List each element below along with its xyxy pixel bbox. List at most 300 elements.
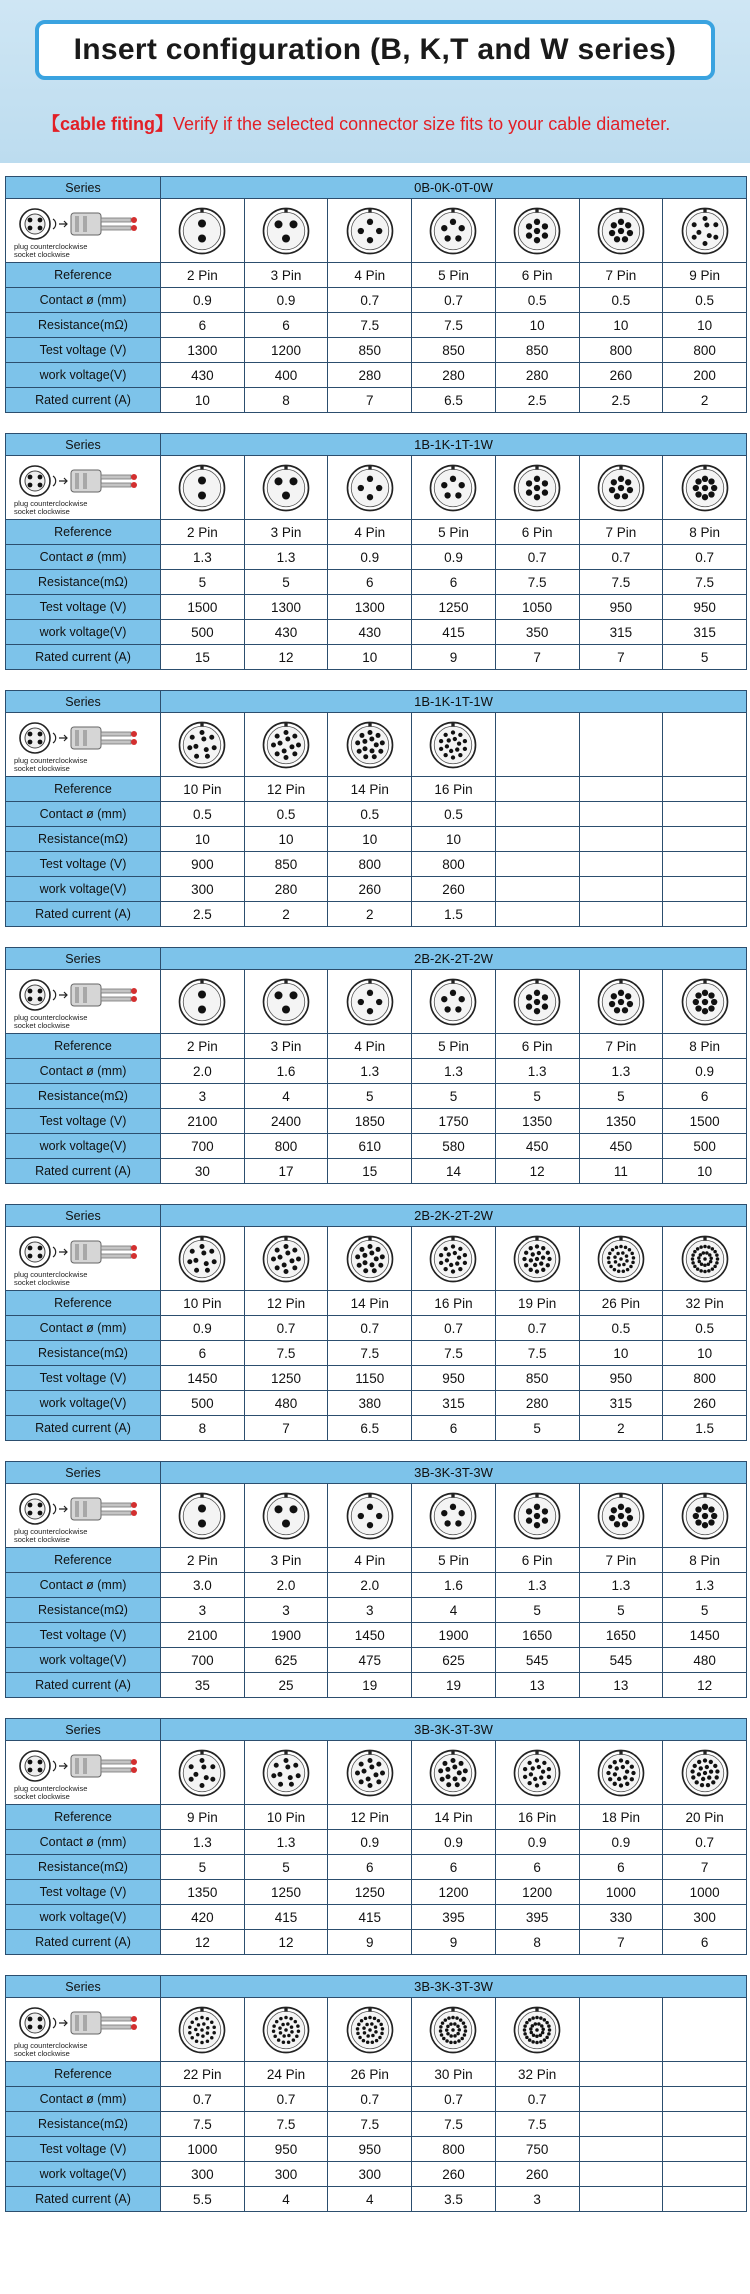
series-name: 3B-3K-3T-3W <box>161 1719 747 1741</box>
rotation-caption-socket: socket clockwise <box>14 763 70 773</box>
work-voltage-cell <box>579 877 663 902</box>
pin-layout-26-icon <box>596 1234 646 1284</box>
reference-cell: 14 Pin <box>412 1805 496 1830</box>
pin-layout-cell <box>663 970 747 1034</box>
work-voltage-cell: 300 <box>161 2162 245 2187</box>
resistance-cell: 3 <box>161 1598 245 1623</box>
test-voltage-cell: 1900 <box>244 1623 328 1648</box>
rated-current-cell: 17 <box>244 1159 328 1184</box>
plug-socket-rotation-icon <box>13 1490 153 1528</box>
test-voltage-cell: 850 <box>495 338 579 363</box>
rated-current-cell: 9 <box>412 645 496 670</box>
insert-configuration-tables <box>5 176 747 2212</box>
rated-current-label: Rated current (A) <box>6 1159 161 1184</box>
series-name: 0B-0K-0T-0W <box>161 177 747 199</box>
pin-layout-cell <box>412 1741 496 1805</box>
test-voltage-cell: 1500 <box>161 595 245 620</box>
pin-layout-cell <box>328 1484 412 1548</box>
resistance-cell: 6 <box>663 1084 747 1109</box>
test-voltage-cell: 850 <box>244 852 328 877</box>
test-voltage-cell: 1000 <box>579 1880 663 1905</box>
resistance-cell: 6 <box>495 1855 579 1880</box>
resistance-cell: 5 <box>495 1084 579 1109</box>
work-voltage-cell: 475 <box>328 1648 412 1673</box>
test-voltage-cell: 1200 <box>495 1880 579 1905</box>
test-voltage-cell: 1500 <box>663 1109 747 1134</box>
work-voltage-label: work voltage(V) <box>6 1391 161 1416</box>
contact-diameter-cell: 1.6 <box>412 1573 496 1598</box>
work-voltage-cell: 315 <box>579 620 663 645</box>
test-voltage-cell: 850 <box>495 1366 579 1391</box>
series-table <box>5 176 747 413</box>
test-voltage-cell: 1450 <box>663 1623 747 1648</box>
pin-layout-cell <box>244 713 328 777</box>
rated-current-cell: 3 <box>495 2187 579 2212</box>
pin-layout-cell <box>412 1484 496 1548</box>
rated-current-cell: 1.5 <box>412 902 496 927</box>
resistance-label: Resistance(mΩ) <box>6 1084 161 1109</box>
reference-cell <box>579 777 663 802</box>
pin-layout-cell <box>328 456 412 520</box>
contact-diameter-cell <box>663 2087 747 2112</box>
pin-layout-cell <box>663 1484 747 1548</box>
contact-diameter-cell: 0.9 <box>579 1830 663 1855</box>
rated-current-label: Rated current (A) <box>6 1930 161 1955</box>
pin-layout-8-icon <box>680 977 730 1027</box>
rated-current-label: Rated current (A) <box>6 388 161 413</box>
rated-current-cell: 8 <box>495 1930 579 1955</box>
test-voltage-cell: 950 <box>412 1366 496 1391</box>
work-voltage-cell: 350 <box>495 620 579 645</box>
test-voltage-label: Test voltage (V) <box>6 2137 161 2162</box>
resistance-label: Resistance(mΩ) <box>6 570 161 595</box>
pin-layout-cell <box>495 456 579 520</box>
test-voltage-cell: 2100 <box>161 1109 245 1134</box>
page-title: Insert configuration (B, K,T and W series) <box>35 20 715 80</box>
work-voltage-cell: 380 <box>328 1391 412 1416</box>
contact-diameter-cell <box>579 2087 663 2112</box>
pin-layout-10-icon <box>177 720 227 770</box>
contact-diameter-cell: 1.3 <box>495 1573 579 1598</box>
pin-layout-cell <box>579 970 663 1034</box>
rated-current-cell: 2 <box>328 902 412 927</box>
contact-label: Contact ø (mm) <box>6 1830 161 1855</box>
work-voltage-cell: 420 <box>161 1905 245 1930</box>
pin-layout-4-icon <box>345 1491 395 1541</box>
test-voltage-label: Test voltage (V) <box>6 1880 161 1905</box>
reference-cell: 19 Pin <box>495 1291 579 1316</box>
contact-diameter-cell: 2.0 <box>161 1059 245 1084</box>
rated-current-cell: 7 <box>328 388 412 413</box>
pin-layout-cell <box>161 1227 245 1291</box>
contact-diameter-cell: 0.9 <box>328 545 412 570</box>
work-voltage-cell: 260 <box>412 2162 496 2187</box>
resistance-label: Resistance(mΩ) <box>6 1598 161 1623</box>
rated-current-cell: 2.5 <box>495 388 579 413</box>
test-voltage-cell: 1650 <box>495 1623 579 1648</box>
test-voltage-cell: 950 <box>579 595 663 620</box>
pin-layout-cell <box>495 1998 579 2062</box>
work-voltage-cell: 280 <box>328 363 412 388</box>
contact-diameter-cell: 0.7 <box>663 545 747 570</box>
contact-diameter-cell: 0.7 <box>244 2087 328 2112</box>
pin-layout-cell <box>412 713 496 777</box>
rotation-caption-plug: plug counterclockwise <box>14 2040 88 2050</box>
reference-label: Reference <box>6 1291 161 1316</box>
resistance-cell: 6 <box>412 570 496 595</box>
work-voltage-cell: 400 <box>244 363 328 388</box>
resistance-cell: 3 <box>161 1084 245 1109</box>
work-voltage-label: work voltage(V) <box>6 1134 161 1159</box>
reference-cell: 20 Pin <box>663 1805 747 1830</box>
pin-layout-5-icon <box>428 1491 478 1541</box>
pin-layout-3-icon <box>261 977 311 1027</box>
work-voltage-cell <box>663 877 747 902</box>
test-voltage-cell: 1200 <box>412 1880 496 1905</box>
pin-layout-cell <box>328 1741 412 1805</box>
reference-cell: 6 Pin <box>495 1034 579 1059</box>
contact-diameter-cell: 0.9 <box>328 1830 412 1855</box>
resistance-cell: 7.5 <box>579 570 663 595</box>
resistance-cell: 7 <box>663 1855 747 1880</box>
resistance-cell <box>579 2112 663 2137</box>
connector-diagram-cell <box>6 1741 161 1805</box>
resistance-cell <box>663 827 747 852</box>
rated-current-cell: 19 <box>328 1673 412 1698</box>
reference-cell: 8 Pin <box>663 1548 747 1573</box>
test-voltage-cell <box>579 2137 663 2162</box>
reference-cell: 10 Pin <box>244 1805 328 1830</box>
contact-diameter-cell: 1.3 <box>244 545 328 570</box>
work-voltage-cell: 280 <box>495 1391 579 1416</box>
resistance-cell: 5 <box>579 1598 663 1623</box>
contact-diameter-cell: 2.0 <box>244 1573 328 1598</box>
pin-layout-16-icon <box>428 1234 478 1284</box>
rated-current-cell: 5.5 <box>161 2187 245 2212</box>
pin-layout-6-icon <box>512 206 562 256</box>
pin-layout-12-icon <box>261 1234 311 1284</box>
work-voltage-cell: 580 <box>412 1134 496 1159</box>
pin-layout-cell <box>579 456 663 520</box>
reference-cell: 7 Pin <box>579 520 663 545</box>
work-voltage-cell: 430 <box>328 620 412 645</box>
rated-current-cell <box>579 2187 663 2212</box>
pin-layout-32-icon <box>512 2005 562 2055</box>
work-voltage-cell: 300 <box>328 2162 412 2187</box>
work-voltage-cell: 480 <box>244 1391 328 1416</box>
reference-cell: 6 Pin <box>495 1548 579 1573</box>
pin-layout-cell <box>579 1998 663 2062</box>
test-voltage-cell: 1900 <box>412 1623 496 1648</box>
work-voltage-cell: 395 <box>412 1905 496 1930</box>
plug-socket-rotation-icon <box>13 1747 153 1785</box>
resistance-cell: 7.5 <box>495 2112 579 2137</box>
work-voltage-label: work voltage(V) <box>6 2162 161 2187</box>
pin-layout-10-icon <box>261 1748 311 1798</box>
resistance-cell <box>663 2112 747 2137</box>
rated-current-cell: 2 <box>244 902 328 927</box>
pin-layout-7-icon <box>596 206 646 256</box>
reference-cell <box>495 777 579 802</box>
resistance-cell: 4 <box>244 1084 328 1109</box>
plug-socket-rotation-icon <box>13 976 153 1014</box>
reference-cell: 5 Pin <box>412 263 496 288</box>
pin-layout-12-icon <box>261 720 311 770</box>
pin-layout-cell <box>161 1484 245 1548</box>
contact-diameter-cell: 1.3 <box>161 1830 245 1855</box>
test-voltage-cell: 800 <box>412 852 496 877</box>
rotation-caption-socket: socket clockwise <box>14 1277 70 1287</box>
series-table <box>5 1975 747 2212</box>
pin-layout-14-icon <box>345 720 395 770</box>
pin-layout-3-icon <box>261 1491 311 1541</box>
reference-cell: 9 Pin <box>663 263 747 288</box>
reference-cell: 7 Pin <box>579 1034 663 1059</box>
rated-current-cell: 25 <box>244 1673 328 1698</box>
pin-layout-2-icon <box>177 206 227 256</box>
test-voltage-cell: 1000 <box>663 1880 747 1905</box>
work-voltage-cell: 300 <box>663 1905 747 1930</box>
test-voltage-cell: 950 <box>244 2137 328 2162</box>
pin-layout-cell <box>663 1227 747 1291</box>
pin-layout-3-icon <box>261 206 311 256</box>
contact-diameter-cell: 0.7 <box>412 1316 496 1341</box>
work-voltage-cell: 415 <box>328 1905 412 1930</box>
pin-layout-7-icon <box>596 463 646 513</box>
rotation-caption-socket: socket clockwise <box>14 2048 70 2058</box>
rated-current-label: Rated current (A) <box>6 1673 161 1698</box>
work-voltage-cell: 625 <box>244 1648 328 1673</box>
contact-diameter-cell: 0.5 <box>579 1316 663 1341</box>
reference-cell: 4 Pin <box>328 1548 412 1573</box>
rated-current-cell: 7 <box>579 645 663 670</box>
pin-layout-30-icon <box>428 2005 478 2055</box>
connector-diagram-cell <box>6 456 161 520</box>
reference-cell: 22 Pin <box>161 2062 245 2087</box>
pin-layout-5-icon <box>428 977 478 1027</box>
resistance-cell: 7.5 <box>328 313 412 338</box>
test-voltage-cell: 1750 <box>412 1109 496 1134</box>
rated-current-cell: 30 <box>161 1159 245 1184</box>
rated-current-cell: 12 <box>495 1159 579 1184</box>
plug-socket-rotation-icon <box>13 719 153 757</box>
work-voltage-cell: 430 <box>161 363 245 388</box>
resistance-label: Resistance(mΩ) <box>6 1341 161 1366</box>
resistance-cell: 6 <box>579 1855 663 1880</box>
test-voltage-cell: 1300 <box>244 595 328 620</box>
resistance-cell: 7.5 <box>412 2112 496 2137</box>
series-table <box>5 1204 747 1441</box>
work-voltage-label: work voltage(V) <box>6 1648 161 1673</box>
work-voltage-cell: 480 <box>663 1648 747 1673</box>
contact-diameter-cell: 0.5 <box>328 802 412 827</box>
work-voltage-cell: 415 <box>412 620 496 645</box>
pin-layout-16-icon <box>428 720 478 770</box>
pin-layout-19-icon <box>512 1234 562 1284</box>
cable-fitting-text: Verify if the selected connector size fits to your cable diameter. <box>173 114 671 134</box>
contact-diameter-cell: 0.9 <box>412 545 496 570</box>
test-voltage-cell: 1300 <box>328 595 412 620</box>
contact-diameter-cell: 0.5 <box>663 1316 747 1341</box>
contact-diameter-cell: 2.0 <box>328 1573 412 1598</box>
test-voltage-cell: 1850 <box>328 1109 412 1134</box>
plug-socket-diagram <box>6 719 160 773</box>
pin-layout-cell <box>663 1741 747 1805</box>
contact-diameter-cell: 0.5 <box>412 802 496 827</box>
pin-layout-cell <box>328 199 412 263</box>
rotation-caption-plug: plug counterclockwise <box>14 1269 88 1279</box>
contact-diameter-cell: 0.9 <box>663 1059 747 1084</box>
pin-layout-cell <box>579 199 663 263</box>
test-voltage-cell: 950 <box>328 2137 412 2162</box>
resistance-cell: 5 <box>244 570 328 595</box>
pin-layout-12-icon <box>345 1748 395 1798</box>
work-voltage-cell: 395 <box>495 1905 579 1930</box>
contact-diameter-cell: 0.7 <box>663 1830 747 1855</box>
resistance-cell: 5 <box>663 1598 747 1623</box>
resistance-cell: 4 <box>412 1598 496 1623</box>
pin-layout-cell <box>412 456 496 520</box>
reference-cell: 30 Pin <box>412 2062 496 2087</box>
reference-label: Reference <box>6 1548 161 1573</box>
reference-cell: 3 Pin <box>244 263 328 288</box>
resistance-cell: 6 <box>412 1855 496 1880</box>
reference-cell: 8 Pin <box>663 1034 747 1059</box>
resistance-cell: 7.5 <box>412 1341 496 1366</box>
rated-current-cell: 10 <box>663 1159 747 1184</box>
contact-diameter-cell: 0.5 <box>579 288 663 313</box>
pin-layout-cell <box>244 199 328 263</box>
reference-cell <box>579 2062 663 2087</box>
rated-current-cell: 12 <box>161 1930 245 1955</box>
contact-diameter-cell: 3.0 <box>161 1573 245 1598</box>
pin-layout-cell <box>412 199 496 263</box>
reference-cell: 3 Pin <box>244 520 328 545</box>
rated-current-cell: 6.5 <box>328 1416 412 1441</box>
reference-cell: 12 Pin <box>244 777 328 802</box>
series-name: 2B-2K-2T-2W <box>161 1205 747 1227</box>
work-voltage-cell: 280 <box>495 363 579 388</box>
contact-diameter-cell: 0.7 <box>495 1316 579 1341</box>
resistance-cell: 7.5 <box>663 570 747 595</box>
resistance-cell: 5 <box>495 1598 579 1623</box>
reference-cell: 14 Pin <box>328 1291 412 1316</box>
work-voltage-cell: 315 <box>412 1391 496 1416</box>
reference-cell: 14 Pin <box>328 777 412 802</box>
rotation-caption-plug: plug counterclockwise <box>14 1012 88 1022</box>
reference-cell: 4 Pin <box>328 263 412 288</box>
test-voltage-cell: 1450 <box>328 1623 412 1648</box>
resistance-cell: 6 <box>161 1341 245 1366</box>
resistance-cell: 7.5 <box>495 1341 579 1366</box>
contact-diameter-cell: 0.9 <box>244 288 328 313</box>
test-voltage-cell: 2100 <box>161 1623 245 1648</box>
contact-diameter-cell: 0.7 <box>579 545 663 570</box>
resistance-cell: 7.5 <box>495 570 579 595</box>
reference-cell: 32 Pin <box>495 2062 579 2087</box>
series-name: 2B-2K-2T-2W <box>161 948 747 970</box>
series-table <box>5 1461 747 1698</box>
reference-cell: 10 Pin <box>161 1291 245 1316</box>
rated-current-cell: 12 <box>244 1930 328 1955</box>
pin-layout-cell <box>412 1227 496 1291</box>
contact-diameter-cell: 1.3 <box>244 1830 328 1855</box>
work-voltage-cell: 500 <box>161 1391 245 1416</box>
reference-cell: 18 Pin <box>579 1805 663 1830</box>
test-voltage-cell: 1150 <box>328 1366 412 1391</box>
pin-layout-cell <box>244 970 328 1034</box>
resistance-cell: 7.5 <box>244 2112 328 2137</box>
reference-cell <box>663 2062 747 2087</box>
rated-current-cell: 8 <box>161 1416 245 1441</box>
test-voltage-cell: 950 <box>663 595 747 620</box>
contact-diameter-cell: 1.3 <box>579 1059 663 1084</box>
work-voltage-cell: 700 <box>161 1648 245 1673</box>
series-label: Series <box>6 1205 161 1227</box>
contact-label: Contact ø (mm) <box>6 2087 161 2112</box>
rated-current-cell: 13 <box>579 1673 663 1698</box>
rated-current-cell: 15 <box>161 645 245 670</box>
resistance-cell: 5 <box>412 1084 496 1109</box>
rotation-caption-socket: socket clockwise <box>14 1791 70 1801</box>
pin-layout-cell <box>579 1484 663 1548</box>
connector-diagram-cell <box>6 1227 161 1291</box>
reference-cell: 7 Pin <box>579 263 663 288</box>
resistance-cell: 10 <box>579 313 663 338</box>
resistance-cell: 5 <box>161 570 245 595</box>
reference-cell: 2 Pin <box>161 1548 245 1573</box>
contact-diameter-cell: 0.7 <box>328 2087 412 2112</box>
resistance-cell: 6 <box>328 570 412 595</box>
reference-cell: 16 Pin <box>495 1805 579 1830</box>
series-table <box>5 433 747 670</box>
rotation-caption-socket: socket clockwise <box>14 506 70 516</box>
test-voltage-cell: 800 <box>663 338 747 363</box>
plug-socket-diagram <box>6 1490 160 1544</box>
test-voltage-cell: 1250 <box>412 595 496 620</box>
pin-layout-4-icon <box>345 206 395 256</box>
rated-current-cell: 14 <box>412 1159 496 1184</box>
pin-layout-cell <box>663 199 747 263</box>
work-voltage-cell: 200 <box>663 363 747 388</box>
rotation-caption-plug: plug counterclockwise <box>14 498 88 508</box>
rated-current-cell: 2 <box>579 1416 663 1441</box>
pin-layout-cell <box>244 1998 328 2062</box>
test-voltage-cell: 2400 <box>244 1109 328 1134</box>
plug-socket-rotation-icon <box>13 1233 153 1271</box>
work-voltage-cell: 430 <box>244 620 328 645</box>
pin-layout-cell <box>244 1484 328 1548</box>
rated-current-cell: 2.5 <box>579 388 663 413</box>
work-voltage-cell: 610 <box>328 1134 412 1159</box>
pin-layout-26-icon <box>345 2005 395 2055</box>
test-voltage-label: Test voltage (V) <box>6 1623 161 1648</box>
pin-layout-14-icon <box>428 1748 478 1798</box>
test-voltage-cell: 1350 <box>161 1880 245 1905</box>
rated-current-label: Rated current (A) <box>6 902 161 927</box>
contact-diameter-cell: 1.3 <box>161 545 245 570</box>
work-voltage-cell: 260 <box>579 363 663 388</box>
test-voltage-cell: 850 <box>328 338 412 363</box>
contact-diameter-cell: 1.3 <box>412 1059 496 1084</box>
pin-layout-2-icon <box>177 463 227 513</box>
plug-socket-diagram <box>6 2004 160 2058</box>
contact-diameter-cell: 1.3 <box>328 1059 412 1084</box>
rated-current-cell: 12 <box>244 645 328 670</box>
rated-current-cell: 2 <box>663 388 747 413</box>
rotation-caption-plug: plug counterclockwise <box>14 1526 88 1536</box>
series-table <box>5 947 747 1184</box>
